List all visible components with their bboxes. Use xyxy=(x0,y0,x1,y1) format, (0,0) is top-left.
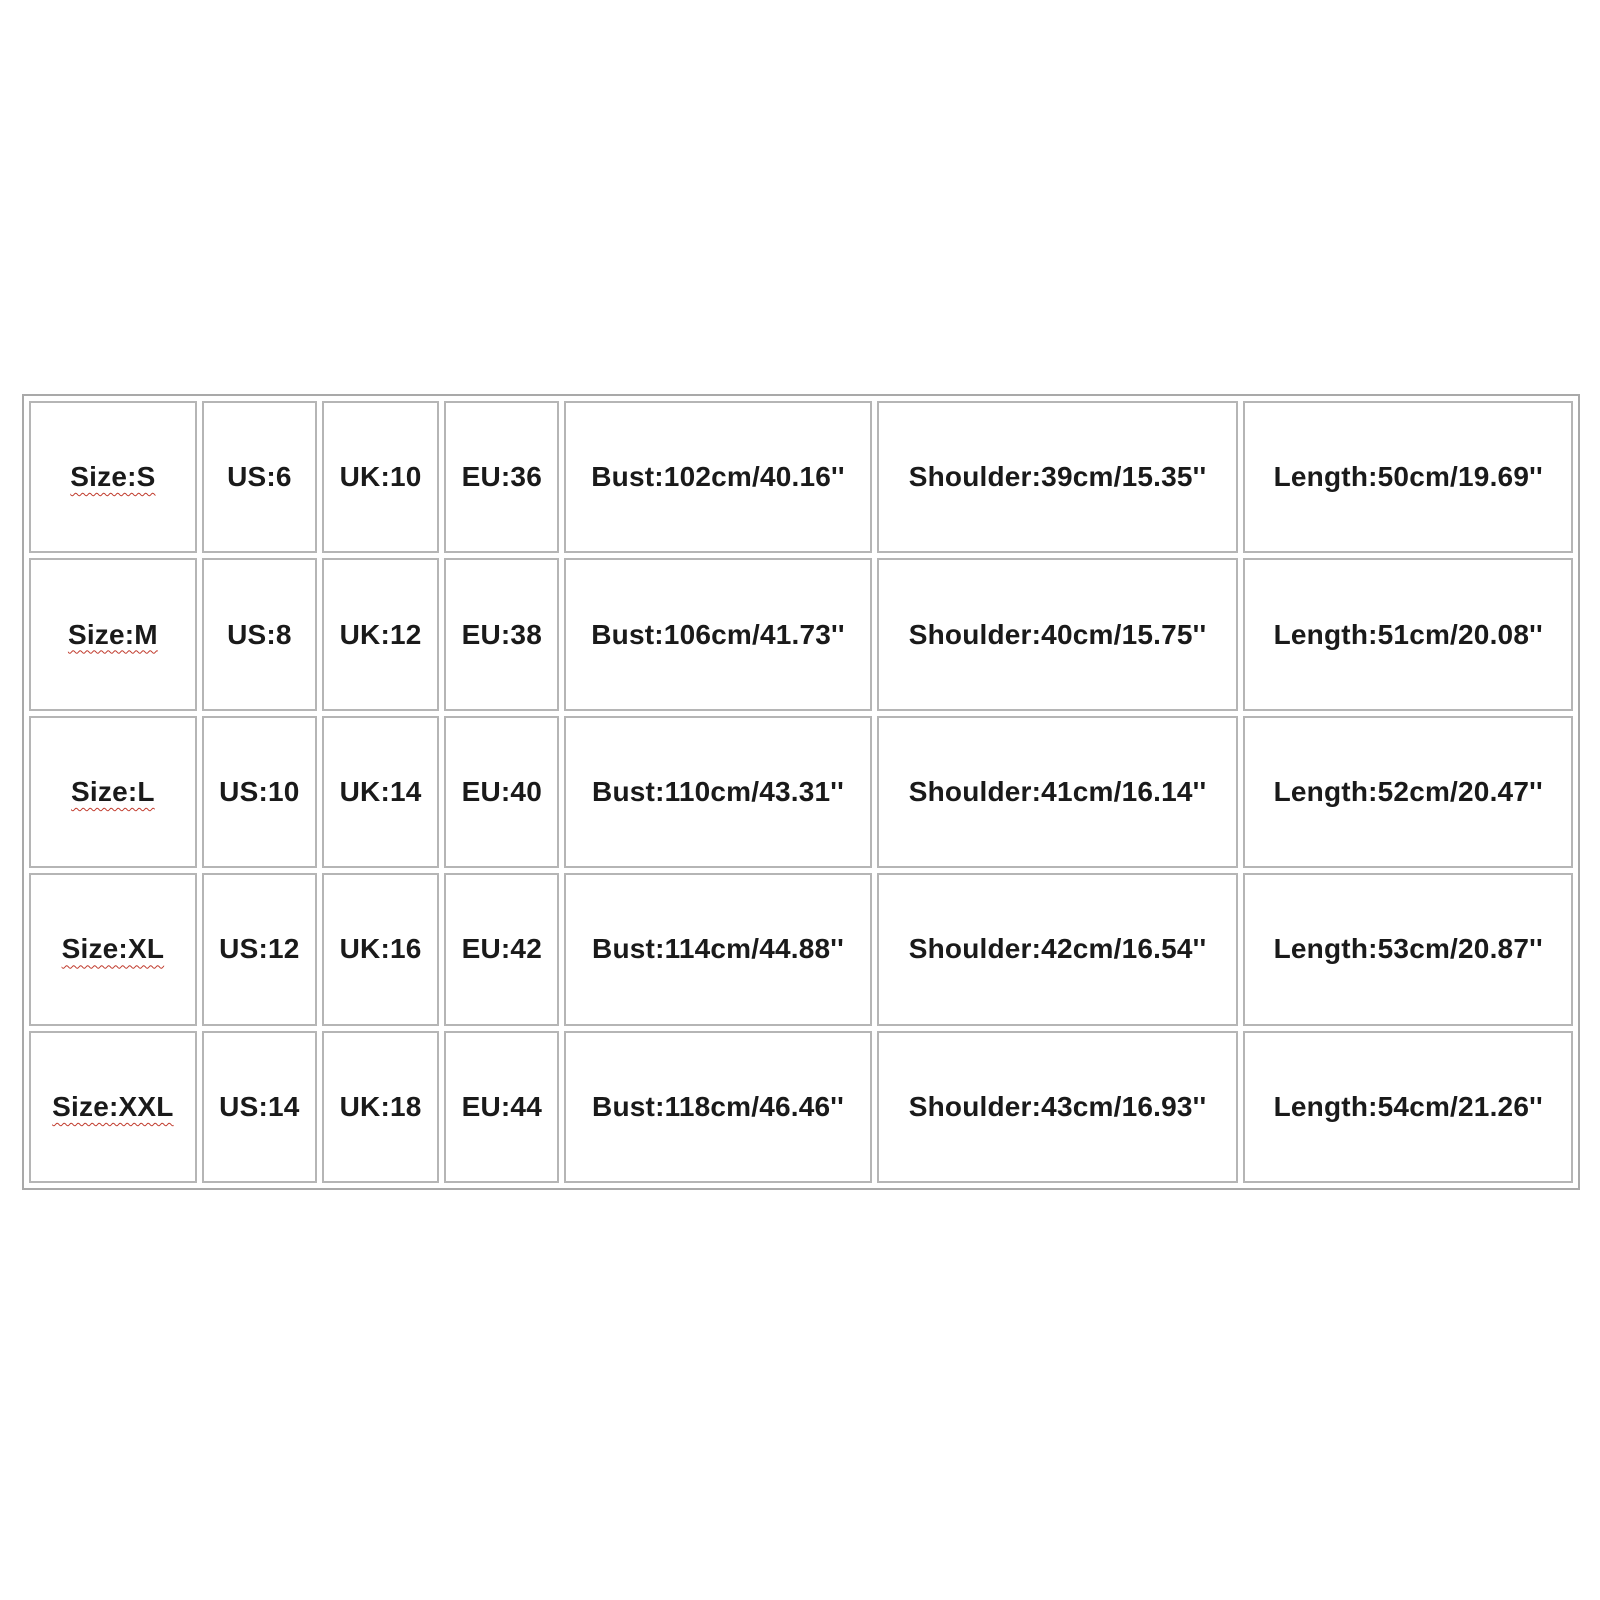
length-cell: Length:53cm/20.87'' xyxy=(1243,873,1573,1025)
shoulder-cell: Shoulder:40cm/15.75'' xyxy=(877,558,1239,710)
uk-size-cell: UK:14 xyxy=(322,716,439,868)
table-row xyxy=(29,716,1573,868)
bust-cell: Bust:118cm/46.46'' xyxy=(564,1031,871,1183)
table-row xyxy=(29,873,1573,1025)
us-size-cell: US:12 xyxy=(202,873,317,1025)
size-cell xyxy=(29,873,197,1025)
uk-size-cell: UK:16 xyxy=(322,873,439,1025)
eu-size-cell: EU:44 xyxy=(444,1031,559,1183)
shoulder-cell: Shoulder:41cm/16.14'' xyxy=(877,716,1239,868)
shoulder-cell: Shoulder:39cm/15.35'' xyxy=(877,401,1239,553)
eu-size-cell: EU:40 xyxy=(444,716,559,868)
shoulder-cell: Shoulder:43cm/16.93'' xyxy=(877,1031,1239,1183)
size-chart xyxy=(22,394,1580,1190)
uk-size-cell: UK:18 xyxy=(322,1031,439,1183)
length-cell: Length:51cm/20.08'' xyxy=(1243,558,1573,710)
length-cell: Length:52cm/20.47'' xyxy=(1243,716,1573,868)
uk-size-cell: UK:10 xyxy=(322,401,439,553)
size-label: Size:M xyxy=(67,618,158,650)
size-label: Size:XL xyxy=(61,933,165,965)
bust-cell: Bust:110cm/43.31'' xyxy=(564,716,871,868)
uk-size-cell: UK:12 xyxy=(322,558,439,710)
eu-size-cell: EU:36 xyxy=(444,401,559,553)
length-cell: Length:54cm/21.26'' xyxy=(1243,1031,1573,1183)
table-row xyxy=(29,1031,1573,1183)
table-row xyxy=(29,401,1573,553)
eu-size-cell: EU:38 xyxy=(444,558,559,710)
bust-cell: Bust:102cm/40.16'' xyxy=(564,401,871,553)
length-cell: Length:50cm/19.69'' xyxy=(1243,401,1573,553)
size-cell xyxy=(29,716,197,868)
size-cell xyxy=(29,1031,197,1183)
table-row xyxy=(29,558,1573,710)
us-size-cell: US:14 xyxy=(202,1031,317,1183)
bust-cell: Bust:106cm/41.73'' xyxy=(564,558,871,710)
us-size-cell: US:6 xyxy=(202,401,317,553)
bust-cell: Bust:114cm/44.88'' xyxy=(564,873,871,1025)
size-cell xyxy=(29,558,197,710)
size-label: Size:XXL xyxy=(52,1090,174,1122)
size-label: Size:L xyxy=(71,775,155,807)
size-label: Size:S xyxy=(70,461,156,493)
size-chart-table xyxy=(24,396,1578,1188)
us-size-cell: US:10 xyxy=(202,716,317,868)
us-size-cell: US:8 xyxy=(202,558,317,710)
eu-size-cell: EU:42 xyxy=(444,873,559,1025)
size-cell xyxy=(29,401,197,553)
shoulder-cell: Shoulder:42cm/16.54'' xyxy=(877,873,1239,1025)
